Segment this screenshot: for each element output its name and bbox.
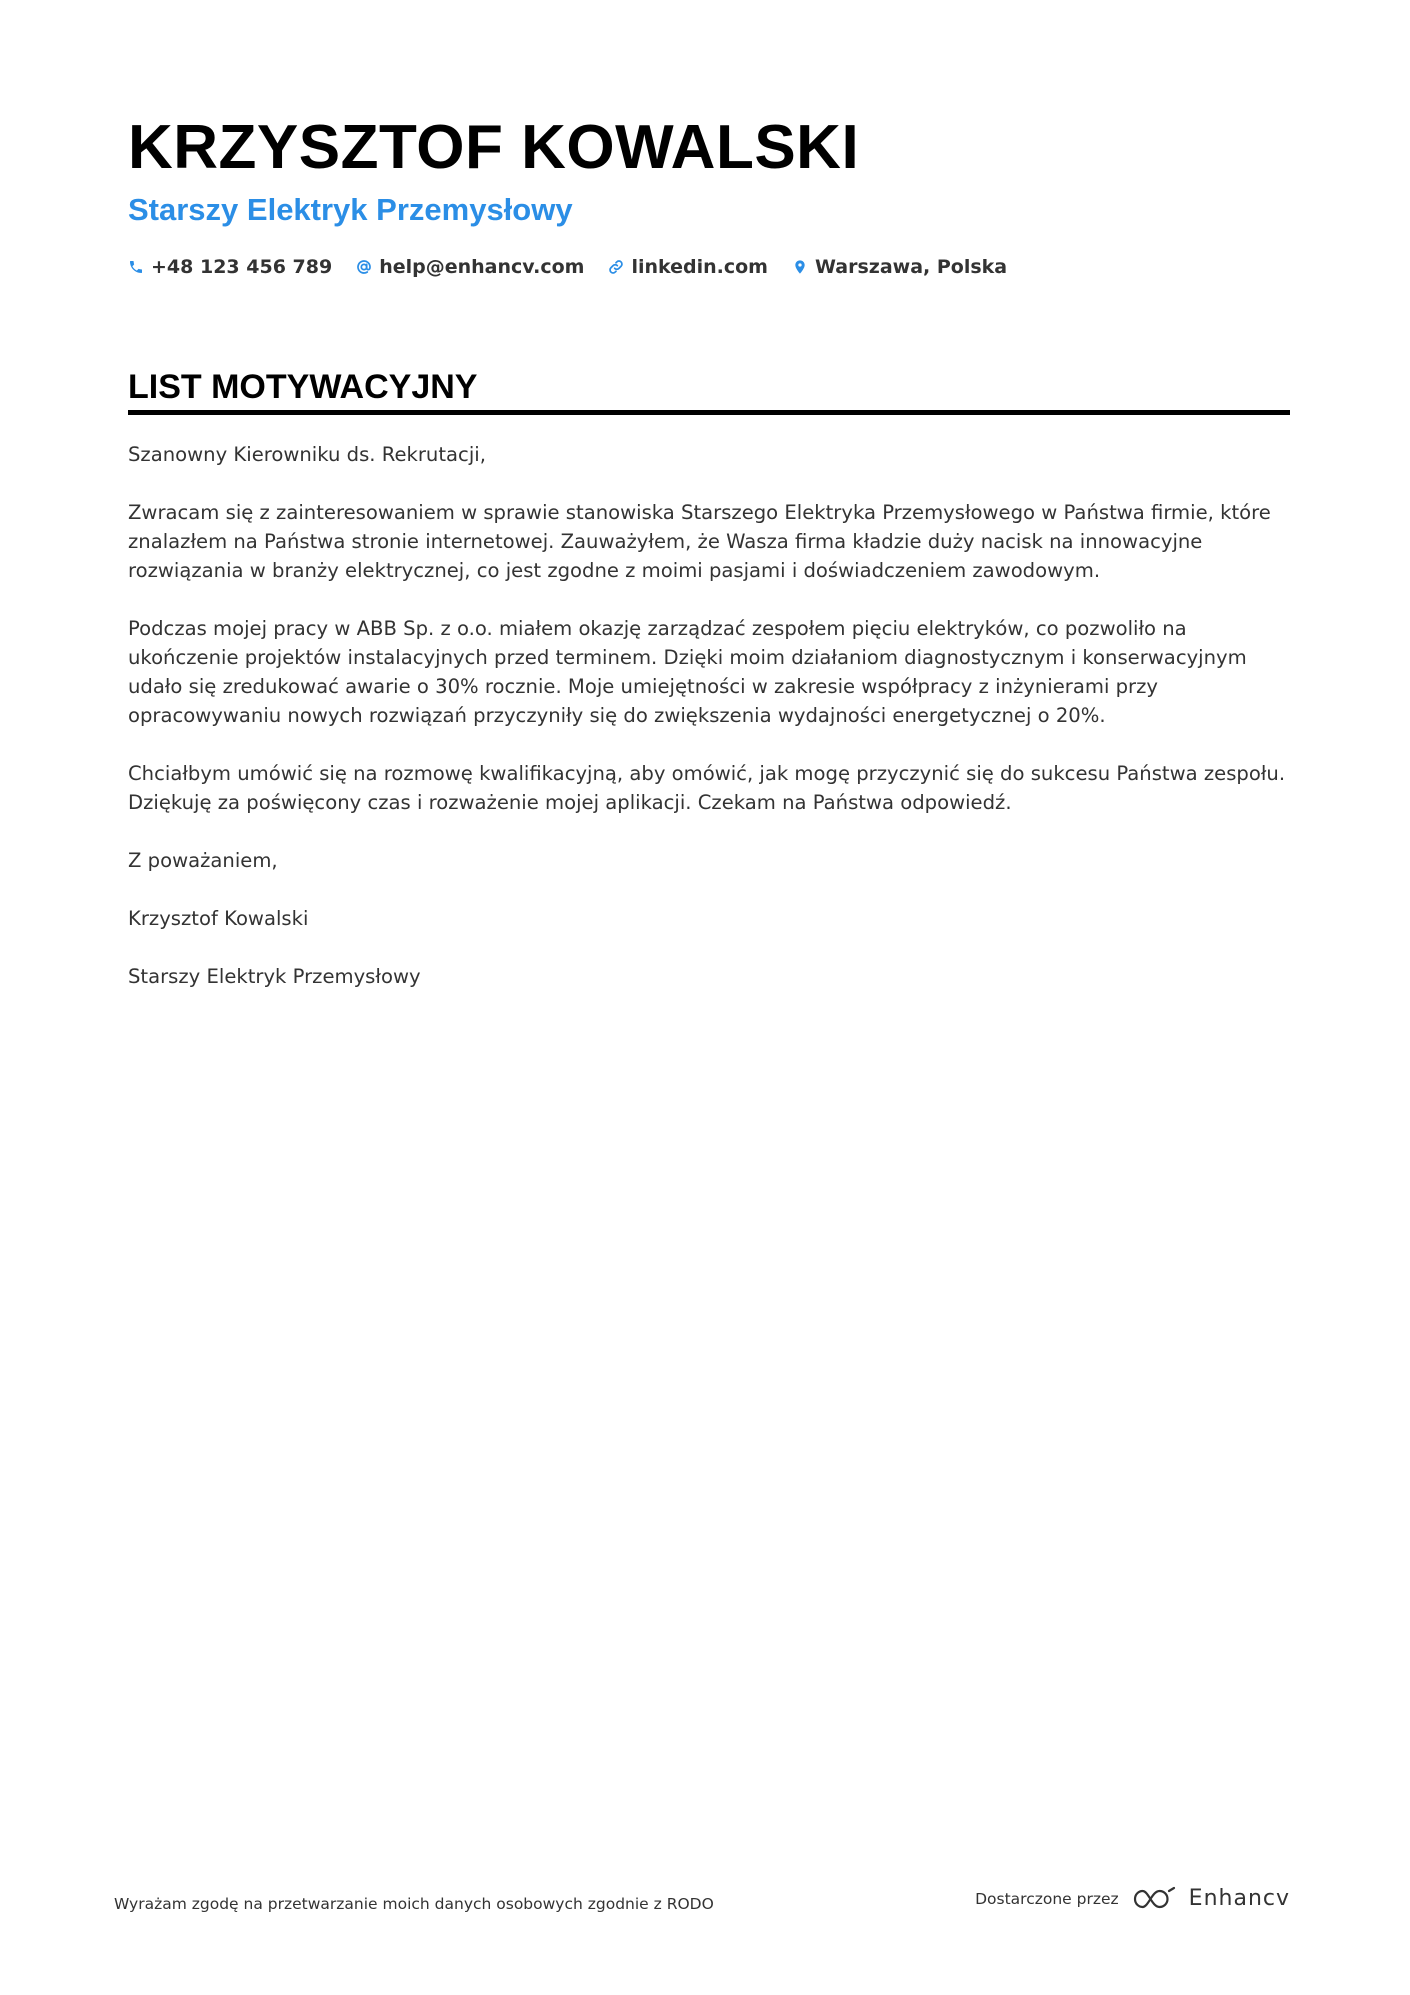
contact-location xyxy=(792,252,1007,282)
letter-closing: Z poważaniem, xyxy=(128,849,278,872)
at-icon xyxy=(356,259,372,275)
contact-phone xyxy=(128,252,332,282)
email-address: help@enhancv.com xyxy=(379,256,585,278)
letter-greeting: Szanowny Kierowniku ds. Rekrutacji, xyxy=(128,443,486,466)
phone-icon xyxy=(128,259,144,275)
contact-bar xyxy=(128,252,1031,282)
location-pin-icon xyxy=(792,259,808,275)
candidate-name: KRZYSZTOF KOWALSKI xyxy=(128,113,860,182)
contact-linkedin xyxy=(608,252,768,282)
enhancv-logo-text: Enhancv xyxy=(1188,1886,1290,1911)
signature-title: Starszy Elektryk Przemysłowy xyxy=(128,965,421,988)
letter-body xyxy=(128,440,1290,1020)
section-divider xyxy=(128,410,1290,415)
section-title: LIST MOTYWACYJNY xyxy=(128,368,478,406)
link-icon xyxy=(608,259,624,275)
letter-paragraph: Zwracam się z zainteresowaniem w sprawie stanowiska Starszego Elektryka Przemysłowego w Państwa firmie, które znalazłem na Państwa stronie internetowej. Zauważyłem, że Wasza firma kładzie duży nacisk na innowacyjne rozwiązania w branży elektrycznej, co jest zgodne z moimi pasjami i doświadczeniem zawodowym. xyxy=(128,501,1271,582)
gdpr-consent-text: Wyrażam zgodę na przetwarzanie moich danych osobowych zgodnie z RODO xyxy=(114,1895,714,1913)
job-title: Starszy Elektryk Przemysłowy xyxy=(128,192,573,227)
location-text: Warszawa, Polska xyxy=(814,256,1008,278)
enhancv-logo-icon xyxy=(1131,1886,1177,1912)
powered-by-label: Dostarczone przez xyxy=(975,1890,1119,1908)
phone-number: +48 123 456 789 xyxy=(151,256,333,278)
letter-paragraph: Podczas mojej pracy w ABB Sp. z o.o. miałem okazję zarządzać zespołem pięciu elektryków, co pozwoliło na ukończenie projektów instalacyjnych przed terminem. Dzięki moim działaniom diagnostycznym i konserwacyjnym udało się zredukować awarie o 30% rocznie. Moje umiejętności w zakresie współpracy z inżynierami przy opracowywaniu nowych rozwiązań przyczyniły się do zwiększenia wydajności energetycznej o 20%. xyxy=(128,617,1247,727)
footer-branding xyxy=(975,1886,1290,1912)
linkedin-link: linkedin.com xyxy=(631,256,768,278)
letter-paragraph: Chciałbym umówić się na rozmowę kwalifikacyjną, aby omówić, jak mogę przyczynić się do sukcesu Państwa zespołu. Dziękuję za poświęcony czas i rozważenie mojej aplikacji. Czekam na Państwa odpowiedź. xyxy=(128,762,1286,814)
signature-name: Krzysztof Kowalski xyxy=(128,907,309,930)
contact-email xyxy=(356,252,584,282)
